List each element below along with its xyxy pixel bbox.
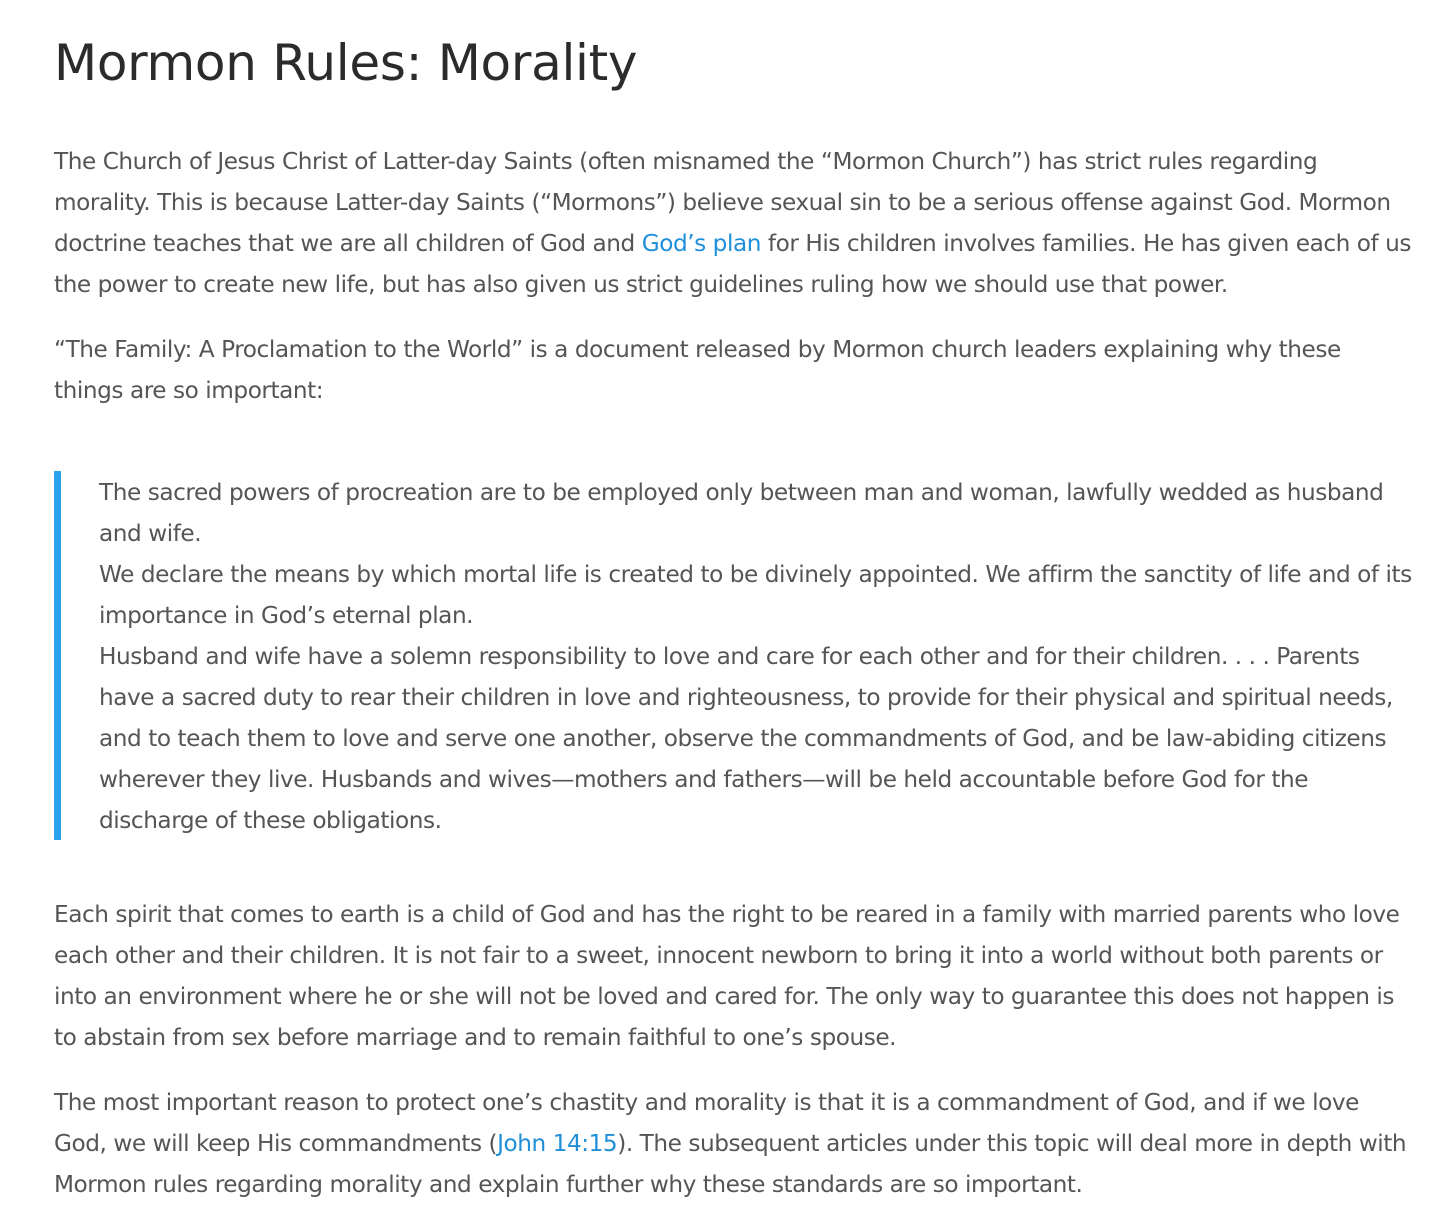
proclamation-quote <box>54 471 1414 840</box>
intro-paragraph <box>54 141 1414 305</box>
proclamation-intro-paragraph: “The Family: A Proclamation to the World” is a document released by Mormon church leaders explaining why these things are so important: <box>54 336 1341 404</box>
commandment-text-after-link: ). The subsequent articles under this topic will deal more in depth with Mormon rules regarding morality and explain further why these standards are so important. <box>54 1130 1407 1198</box>
spirit-paragraph: Each spirit that comes to earth is a child of God and has the right to be reared in a family with married parents who love each other and their children. It is not fair to a sweet, innocent newborn to bring it into a world without both parents or into an environment where he or she will not be loved and cared for. The only way to guarantee this does not happen is to abstain from sex before marriage and to remain faithful to one’s spouse. <box>54 901 1400 1051</box>
page-title: Mormon Rules: Morality <box>54 34 638 92</box>
quote-line: Husband and wife have a solemn responsibility to love and care for each other and for their children. . . . Parents have a sacred duty to rear their children in love and righteousness, to provide for their physical and spiritual needs, and to teach them to love and serve one another, observe the commandments of God, and be law-abiding citizens wherever they live. Husbands and wives—mothers and fathers—will be held accountable before God for the discharge of these obligations. <box>99 643 1393 834</box>
commandment-text-before-link: The most important reason to protect one’s chastity and morality is that it is a commandment of God, and if we love God, we will keep His commandments ( <box>54 1089 1359 1157</box>
gods-plan-link[interactable]: God’s plan <box>641 230 761 257</box>
john-14-15-link[interactable]: John 14:15 <box>497 1130 618 1157</box>
quote-line: The sacred powers of procreation are to be employed only between man and woman, lawfully wedded as husband and wife. <box>99 479 1384 547</box>
intro-text-before-link: The Church of Jesus Christ of Latter-day Saints (often misnamed the “Mormon Church”) has strict rules regarding morality. This is because Latter-day Saints (“Mormons”) believe sexual sin to be a serious offense against God. Mormon doctrine teaches that we are all children of God and <box>54 148 1391 257</box>
intro-text-after-link: for His children involves families. He has given each of us the power to create new life, but has also given us strict guidelines ruling how we should use that power. <box>54 230 1412 298</box>
article <box>54 0 1414 1205</box>
commandment-paragraph <box>54 1082 1414 1205</box>
quote-line: We declare the means by which mortal life is created to be divinely appointed. We affirm the sanctity of life and of its importance in God’s eternal plan. <box>99 561 1412 629</box>
